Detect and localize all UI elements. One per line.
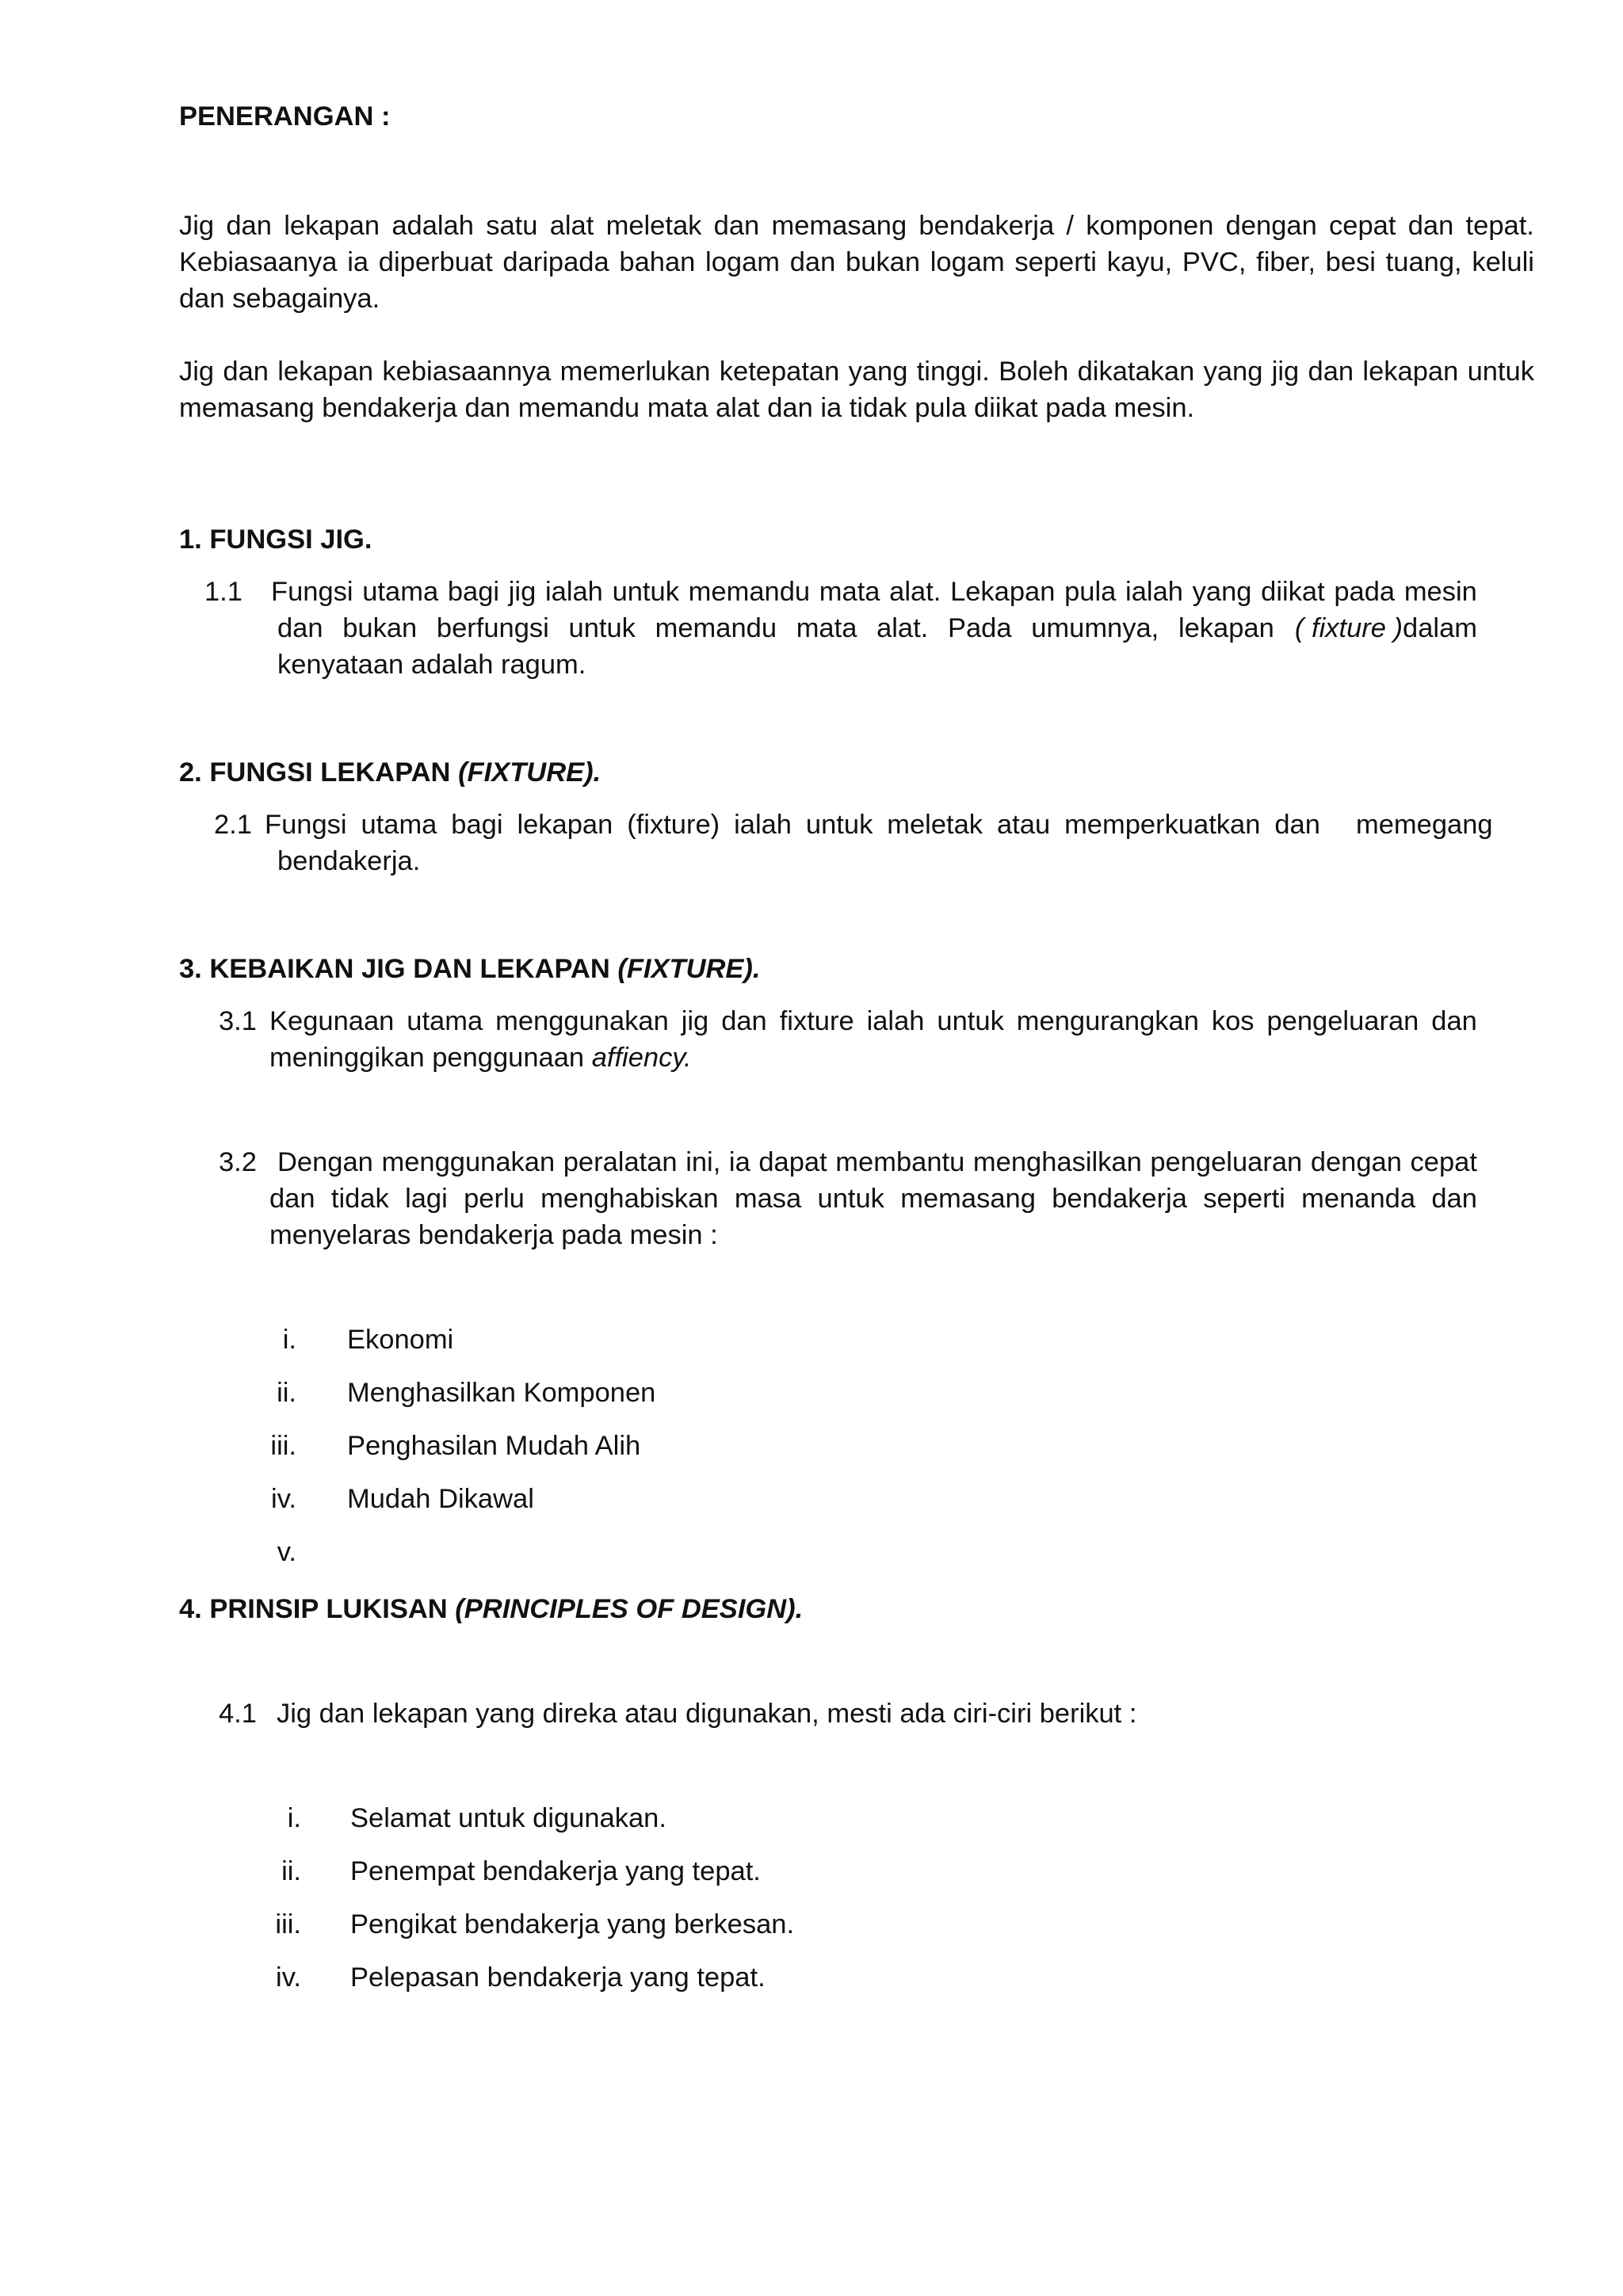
section-1-title: 1. FUNGSI JIG.	[179, 524, 372, 555]
section-3-list-item-number: iv.	[271, 1484, 296, 1514]
section-3-list-item-text: Ekonomi	[347, 1325, 454, 1355]
section-2-line-1-end: memegang	[1356, 810, 1493, 840]
section-4-title	[179, 1594, 803, 1625]
section-3-list-item-text: Menghasilkan Komponen	[347, 1378, 656, 1408]
section-4-list-item-text: Penempat bendakerja yang tepat.	[350, 1856, 761, 1886]
section-4-title-text: 4. PRINSIP LUKISAN	[179, 1594, 456, 1624]
section-3-item-1-line-2-text: meninggikan penggunaan	[269, 1043, 592, 1073]
section-2-line-2: bendakerja.	[277, 846, 421, 876]
section-3-list-item-number: i.	[282, 1325, 296, 1355]
section-2-title	[179, 757, 601, 788]
section-3-item-1-line-1: Kegunaan utama menggunakan jig dan fixture ialah untuk mengurangkan kos pengeluaran dan	[269, 1006, 1477, 1036]
intro-p1-line-3: dan sebagainya.	[179, 284, 380, 314]
section-1-line-3: kenyataan adalah ragum.	[277, 650, 586, 680]
section-4-list-item-number: iv.	[276, 1962, 301, 1993]
section-3-title-text: 3. KEBAIKAN JIG DAN LEKAPAN	[179, 954, 618, 984]
section-4-list-item-number: iii.	[275, 1909, 301, 1939]
section-3-item-2-line-2: dan tidak lagi perlu menghabiskan masa untuk memasang bendakerja seperti menanda dan	[269, 1184, 1477, 1214]
section-4-list-item-text: Pengikat bendakerja yang berkesan.	[350, 1909, 795, 1939]
section-3-list-item-text: Mudah Dikawal	[347, 1484, 534, 1514]
section-3-item-1-number: 3.1	[219, 1006, 257, 1036]
section-2-title-text: 2. FUNGSI LEKAPAN	[179, 757, 459, 788]
section-4-list-item-number: ii.	[281, 1856, 301, 1886]
section-1-fixture-term: ( fixture )	[1294, 613, 1403, 643]
section-3-item-2-line-1: Dengan menggunakan peralatan ini, ia dapat membantu menghasilkan pengeluaran dengan cepat	[277, 1147, 1477, 1177]
section-3-list-item-number: iii.	[270, 1431, 296, 1461]
section-4-item-number: 4.1	[219, 1699, 257, 1729]
section-2-title-italic: (FIXTURE).	[458, 757, 601, 788]
section-3-list-item-text: Penghasilan Mudah Alih	[347, 1431, 641, 1461]
section-3-item-1-line-2	[269, 1043, 692, 1074]
section-4-list-item-number: i.	[287, 1803, 301, 1833]
intro-p1-line-1: Jig dan lekapan adalah satu alat meletak dan memasang bendakerja / komponen dengan cepat dan tepat.	[179, 211, 1534, 241]
section-4-list-item-text: Selamat untuk digunakan.	[350, 1803, 666, 1833]
section-1-line-1: Fungsi utama bagi jig ialah untuk memandu mata alat. Lekapan pula ialah yang diikat pada mesin	[271, 577, 1477, 607]
section-4-title-italic: (PRINCIPLES OF DESIGN).	[455, 1594, 804, 1624]
intro-p1-line-2: Kebiasaanya ia diperbuat daripada bahan logam dan bukan logam seperti kayu, PVC, fiber, besi tuang, keluli	[179, 247, 1534, 277]
section-4-list-item-text: Pelepasan bendakerja yang tepat.	[350, 1962, 766, 1993]
page-heading: PENERANGAN :	[179, 101, 391, 132]
section-2-line-1: Fungsi utama bagi lekapan (fixture) ialah untuk meletak atau memperkuatkan dan	[265, 810, 1320, 840]
section-3-title	[179, 954, 761, 985]
section-3-list-item-number: v.	[277, 1537, 296, 1567]
section-1-line-2-end: dalam	[1403, 613, 1477, 643]
section-3-title-italic: (FIXTURE).	[617, 954, 761, 984]
section-1-item-number: 1.1	[204, 577, 242, 607]
intro-p2-line-2: memasang bendakerja dan memandu mata alat dan ia tidak pula diikat pada mesin.	[179, 393, 1195, 423]
section-3-item-2-line-3: menyelaras bendakerja pada mesin :	[269, 1220, 718, 1250]
section-3-item-2-number: 3.2	[219, 1147, 257, 1177]
intro-p2-line-1: Jig dan lekapan kebiasaannya memerlukan ketepatan yang tinggi. Boleh dikatakan yang jig dan lekapan untuk	[179, 357, 1534, 387]
section-2-item-number: 2.1	[214, 810, 252, 840]
section-4-item-text: Jig dan lekapan yang direka atau digunakan, mesti ada ciri-ciri berikut :	[277, 1699, 1137, 1729]
section-1-line-2	[277, 613, 1477, 644]
section-3-affiency-term: affiency.	[591, 1043, 692, 1073]
section-1-line-2-a: dan bukan berfungsi untuk memandu mata alat. Pada umumnya, lekapan	[277, 613, 1274, 643]
section-3-list-item-number: ii.	[277, 1378, 296, 1408]
